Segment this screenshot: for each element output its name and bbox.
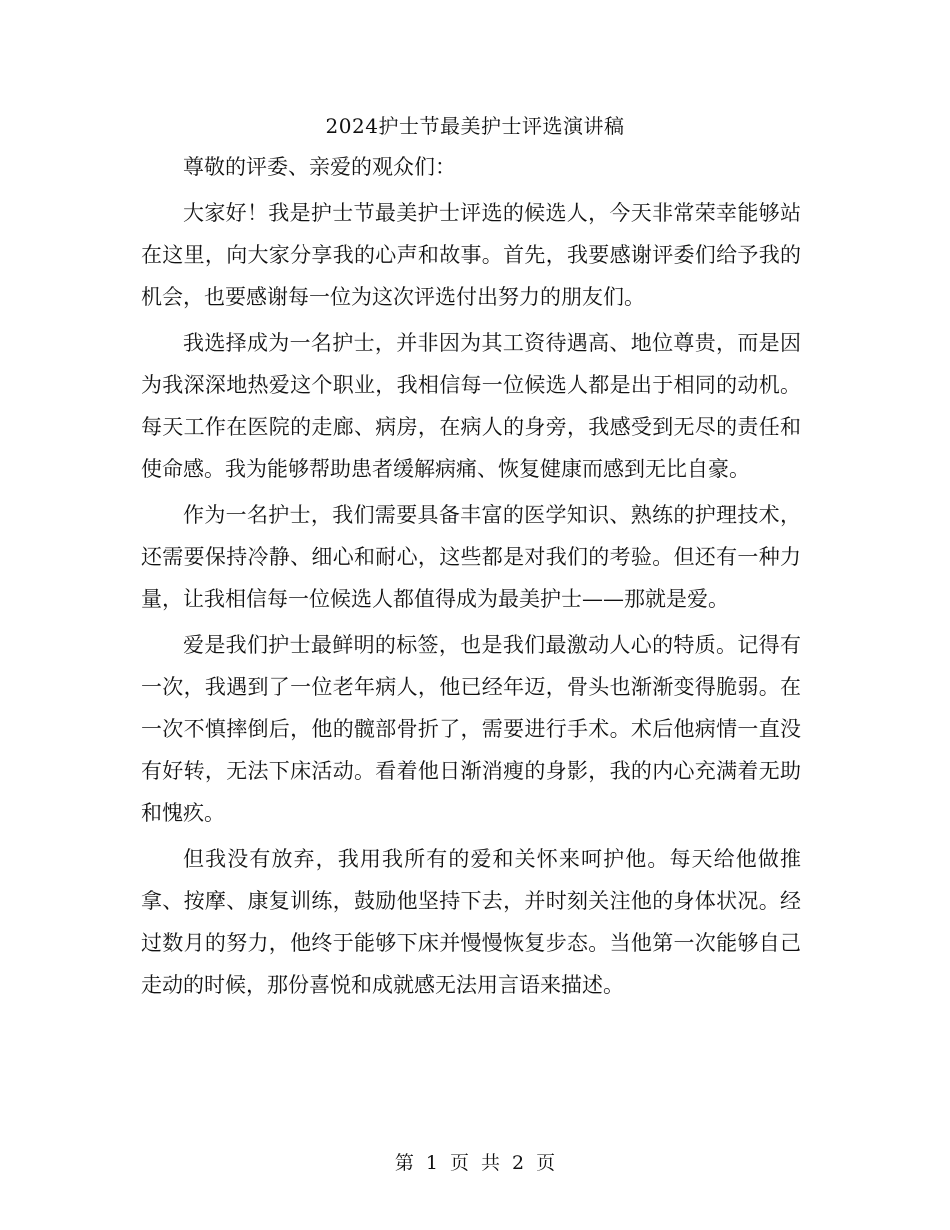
body-paragraph: 但我没有放弃，我用我所有的爱和关怀来呵护他。每天给他做推拿、按摩、康复训练，鼓励他坚持下去，并时刻关注他的身体状况。经过数月的努力，他终于能够下床并慢慢恢复步态。当他第一次能够自己走动的时候，那份喜悦和成就感无法用言语来描述。 bbox=[141, 847, 801, 997]
document-title: 2024护士节最美护士评选演讲稿 bbox=[325, 114, 625, 138]
body-paragraph: 爱是我们护士最鲜明的标签，也是我们最激动人心的特质。记得有一次，我遇到了一位老年病人，他已经年迈，骨头也渐渐变得脆弱。在一次不慎摔倒后，他的髋部骨折了，需要进行手术。术后他病情一直没有好转，无法下床活动。看着他日渐消瘦的身影，我的内心充满着无助和愧疚。 bbox=[141, 633, 801, 825]
body-paragraph: 作为一名护士，我们需要具备丰富的医学知识、熟练的护理技术，还需要保持冷静、细心和耐心，这些都是对我们的考验。但还有一种力量，让我相信每一位候选人都值得成为最美护士——那就是爱。 bbox=[141, 503, 801, 611]
body-paragraph: 我选择成为一名护士，并非因为其工资待遇高、地位尊贵，而是因为我深深地热爱这个职业，我相信每一位候选人都是出于相同的动机。每天工作在医院的走廊、病房，在病人的身旁，我感受到无尽的责任和使命感。我为能够帮助患者缓解病痛、恢复健康而感到无比自豪。 bbox=[141, 331, 801, 481]
document-body bbox=[141, 146, 801, 1010]
page-number-footer: 第 1 页 共 2 页 bbox=[394, 1152, 556, 1174]
salutation-paragraph: 尊敬的评委、亲爱的观众们： bbox=[183, 155, 456, 179]
body-paragraph: 大家好！我是护士节最美护士评选的候选人，今天非常荣幸能够站在这里，向大家分享我的心声和故事。首先，我要感谢评委们给予我的机会，也要感谢每一位为这次评选付出努力的朋友们。 bbox=[141, 201, 801, 309]
